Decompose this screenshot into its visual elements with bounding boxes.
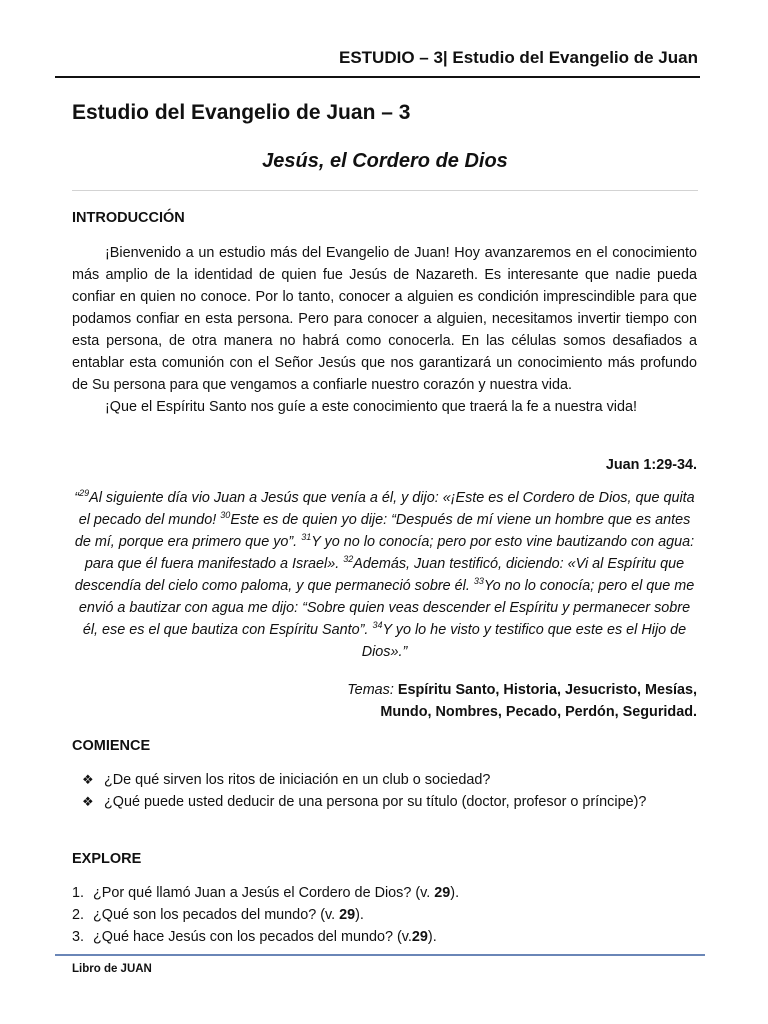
scripture-quote: [72, 487, 697, 663]
verse-29-text: Al siguiente día vio Juan a Jesús que venía a él, y dijo: «¡Este es el Cordero de Dios, que quita el pecado del mundo!: [78, 490, 695, 528]
verse-number-31: 31: [301, 532, 312, 543]
question-text: ¿Qué hace Jesús con los pecados del mundo? (v.: [93, 929, 412, 945]
verse-30-text: Este es de quien yo dije: “Después de mí viene un hombre que es antes de mí, porque era primero que yo”.: [74, 512, 691, 550]
question-end: ).: [450, 885, 460, 901]
diamond-bullet-icon: ❖: [82, 772, 94, 787]
question-end: ).: [355, 907, 364, 923]
verse-number-34: 34: [372, 620, 383, 631]
comience-item-text: ¿Qué puede usted deducir de una persona por su título (doctor, profesor o príncipe)?: [104, 794, 647, 810]
comience-heading: COMIENCE: [72, 738, 151, 754]
verse-31-text: Y yo no lo conocía; pero por esto vine bautizando con agua: para que él fuera manifestado a Israel».: [84, 534, 695, 572]
verse-ref: 29: [434, 885, 451, 901]
topics-line-1: Espíritu Santo, Historia, Jesucristo, Mesías,: [397, 682, 697, 698]
footer-divider: [55, 954, 705, 956]
verse-number-29: 29: [79, 488, 90, 499]
intro-paragraph-1: ¡Bienvenido a un estudio más del Evangelio de Juan! Hoy avanzaremos en el conocimiento más amplio de la identidad de quien fue Jesús de Nazareth. Es interesante que nadie pueda confiar en quien no conoce. Por lo tanto, conocer a alguien es condición imprescindible para que podamos confiar en esta persona. Pero para conocer a alguien, necesitamos invertir tiempo con esta persona, de otra manera no habrá como conocerla. En las células somos desafiados a entablar esta comunión con el Señor Jesús que nos garantizará un conocimiento más profundo de Su persona para que vengamos a confiarle nuestro corazón y nuestra vida.: [72, 245, 697, 393]
comience-list: [82, 769, 697, 813]
list-item: [72, 904, 697, 926]
verse-ref: 29: [339, 907, 356, 923]
topics-label: Temas:: [347, 682, 394, 698]
intro-body: [72, 242, 697, 418]
explore-list: [72, 882, 697, 948]
open-quote-mark: “: [74, 490, 80, 506]
verse-number-30: 30: [220, 510, 231, 521]
question-text: ¿Qué son los pecados del mundo? (v.: [93, 907, 340, 923]
list-item: [72, 926, 697, 948]
verse-ref: 29: [411, 929, 428, 945]
verse-32-text: Además, Juan testificó, diciendo: «Vi al Espíritu que descendía del cielo como paloma, y que permaneció sobre él.: [74, 556, 685, 594]
intro-paragraph-2: ¡Que el Espíritu Santo nos guíe a este conocimiento que traerá la fe a nuestra vida!: [105, 399, 637, 415]
question-text: ¿Por qué llamó Juan a Jesús el Cordero de Dios? (v.: [93, 885, 435, 901]
verse-number-33: 33: [473, 576, 484, 587]
diamond-bullet-icon: ❖: [82, 794, 94, 809]
header-divider: [55, 76, 700, 78]
topics-block: [300, 679, 697, 723]
topics-line-2: Mundo, Nombres, Pecado, Perdón, Seguridad.: [380, 704, 697, 720]
title-divider: [72, 190, 698, 191]
verse-number-32: 32: [343, 554, 354, 565]
item-number: 3.: [72, 929, 85, 945]
item-number: 2.: [72, 907, 85, 923]
question-end: ).: [427, 929, 437, 945]
comience-item-text: ¿De qué sirven los ritos de iniciación en un club o sociedad?: [104, 772, 491, 788]
scripture-reference: Juan 1:29-34.: [605, 457, 697, 473]
list-item: [82, 791, 697, 813]
document-subtitle: Jesús, el Cordero de Dios: [262, 150, 508, 172]
verse-34-text: Y yo lo he visto y testifico que este es el Hijo de Dios».”: [361, 622, 687, 660]
intro-heading: INTRODUCCIÓN: [72, 210, 185, 226]
document-title: Estudio del Evangelio de Juan – 3: [72, 101, 411, 124]
verse-33-text: Yo no lo conocía; pero el que me envió a bautizar con agua me dijo: “Sobre quien veas descender el Espíritu y permanecer sobre él, ese es el que bautiza con Espíritu Santo”.: [78, 578, 695, 638]
page-footer: Libro de JUAN: [72, 963, 152, 975]
item-number: 1.: [72, 885, 85, 901]
page-header: ESTUDIO – 3| Estudio del Evangelio de Juan: [338, 48, 698, 67]
list-item: [72, 882, 697, 904]
list-item: [82, 769, 697, 791]
explore-heading: EXPLORE: [72, 851, 142, 867]
